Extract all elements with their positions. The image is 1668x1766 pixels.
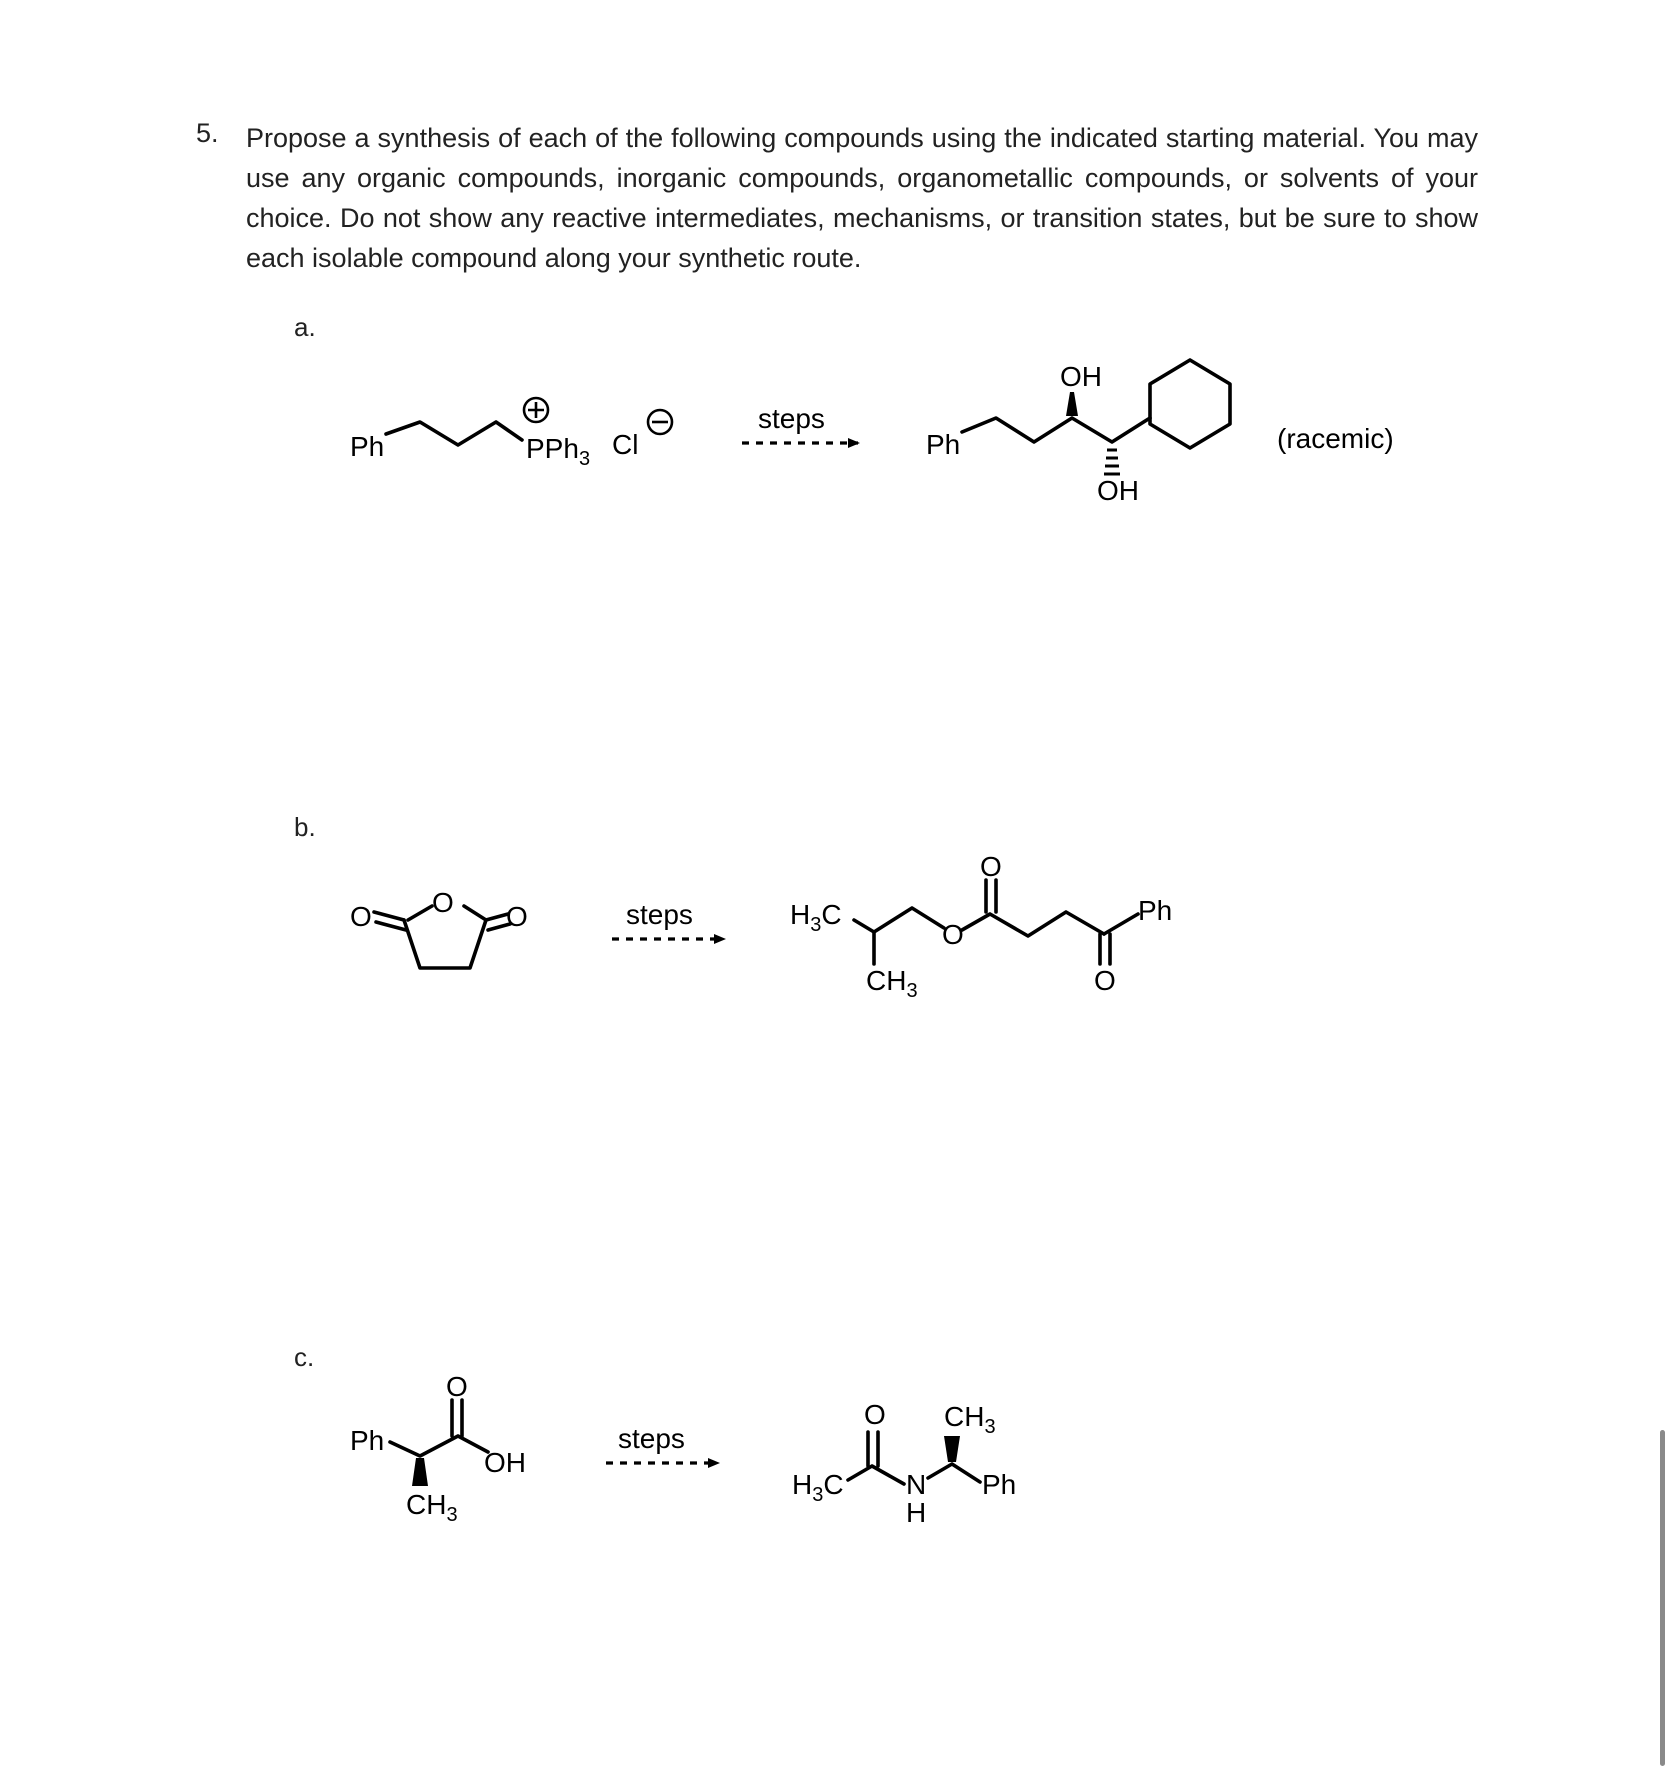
part-c-label: c. bbox=[294, 1342, 315, 1372]
product-chain-bond bbox=[962, 418, 1150, 442]
carbonyl-left-bond bbox=[374, 912, 406, 930]
part-b-starting-material bbox=[350, 887, 528, 968]
carbonyl-bottom-bond bbox=[1100, 934, 1110, 964]
pph3-label: PPh$_3$ bbox=[526, 433, 591, 470]
part-a-arrow-label: steps bbox=[758, 403, 825, 434]
alkyl-chain-bond bbox=[386, 422, 522, 445]
ph-label: Ph bbox=[926, 429, 961, 460]
ch3-label: $CH_3$ bbox=[866, 965, 918, 1002]
amide-left-bond bbox=[848, 1466, 904, 1484]
h3c-label: $H_3C$ bbox=[790, 899, 842, 936]
question-number: 5. bbox=[196, 118, 219, 148]
phenyl-ketone-bond bbox=[1104, 914, 1138, 934]
part-c-product bbox=[792, 1399, 1016, 1528]
part-b-product bbox=[790, 851, 1172, 1002]
product-chain-right-bond bbox=[962, 912, 1104, 936]
racemic-note: (racemic) bbox=[1277, 423, 1394, 454]
ch3-label: $CH_3$ bbox=[944, 1401, 996, 1438]
o-ring-label: O bbox=[432, 887, 454, 918]
o-right-label: O bbox=[506, 901, 528, 932]
o-top-label: O bbox=[980, 851, 1002, 882]
cyclohexane-ring bbox=[1150, 360, 1230, 448]
cl-label: Cl bbox=[612, 429, 639, 460]
part-a-scheme bbox=[350, 360, 1394, 506]
o-label: O bbox=[864, 1399, 886, 1430]
ph-label: Ph bbox=[350, 1425, 385, 1456]
part-b-scheme bbox=[350, 851, 1172, 1002]
part-a-label: a. bbox=[294, 312, 316, 342]
oh-label: OH bbox=[484, 1447, 526, 1478]
plus-sign-icon bbox=[528, 402, 544, 418]
n-label: N bbox=[906, 1469, 927, 1500]
wedge-bond bbox=[1066, 392, 1078, 416]
product-chain-left-bond bbox=[854, 908, 944, 932]
ch3-label: $CH_3$ bbox=[406, 1489, 458, 1526]
o-bottom-label: O bbox=[1094, 965, 1116, 996]
hash-bond bbox=[1104, 450, 1120, 474]
part-a-product bbox=[926, 360, 1230, 506]
ph-label: Ph bbox=[1138, 895, 1173, 926]
part-a-starting-material bbox=[350, 398, 672, 470]
wedge-bond bbox=[412, 1458, 428, 1486]
oh-top-label: OH bbox=[1060, 361, 1102, 392]
part-c-arrow-label: steps bbox=[618, 1423, 685, 1454]
part-c-scheme bbox=[350, 1371, 1016, 1528]
wedge-bond bbox=[944, 1436, 960, 1462]
ph-label: Ph bbox=[982, 1469, 1017, 1500]
part-c-starting-material bbox=[350, 1371, 526, 1526]
o-label: O bbox=[446, 1371, 468, 1402]
o-ester-label: O bbox=[942, 919, 964, 950]
ph-label: Ph bbox=[350, 431, 385, 462]
h-label: H bbox=[906, 1497, 927, 1528]
amine-chain-bond bbox=[928, 1464, 980, 1482]
vertical-scrollbar[interactable] bbox=[1660, 1430, 1665, 1766]
o-left-label: O bbox=[350, 901, 372, 932]
h3c-label: $H_3C$ bbox=[792, 1469, 844, 1506]
part-b-arrow-label: steps bbox=[626, 899, 693, 930]
oh-bottom-label: OH bbox=[1097, 475, 1139, 506]
carbonyl-top-bond bbox=[986, 880, 996, 912]
acid-chain-bond bbox=[390, 1436, 488, 1456]
amide-carbonyl-bond bbox=[868, 1432, 878, 1466]
carbonyl-bond bbox=[452, 1400, 462, 1436]
part-b-label: b. bbox=[294, 812, 316, 842]
question-text: Propose a synthesis of each of the following compounds using the indicated starting material. You may use any organic compounds, inorganic compounds, organometallic compounds, or solvents of your choice. Do not show any reactive intermediates, mechanisms, or transition states, but be sure to show each isolable compound along your synthetic route. bbox=[246, 123, 1478, 273]
